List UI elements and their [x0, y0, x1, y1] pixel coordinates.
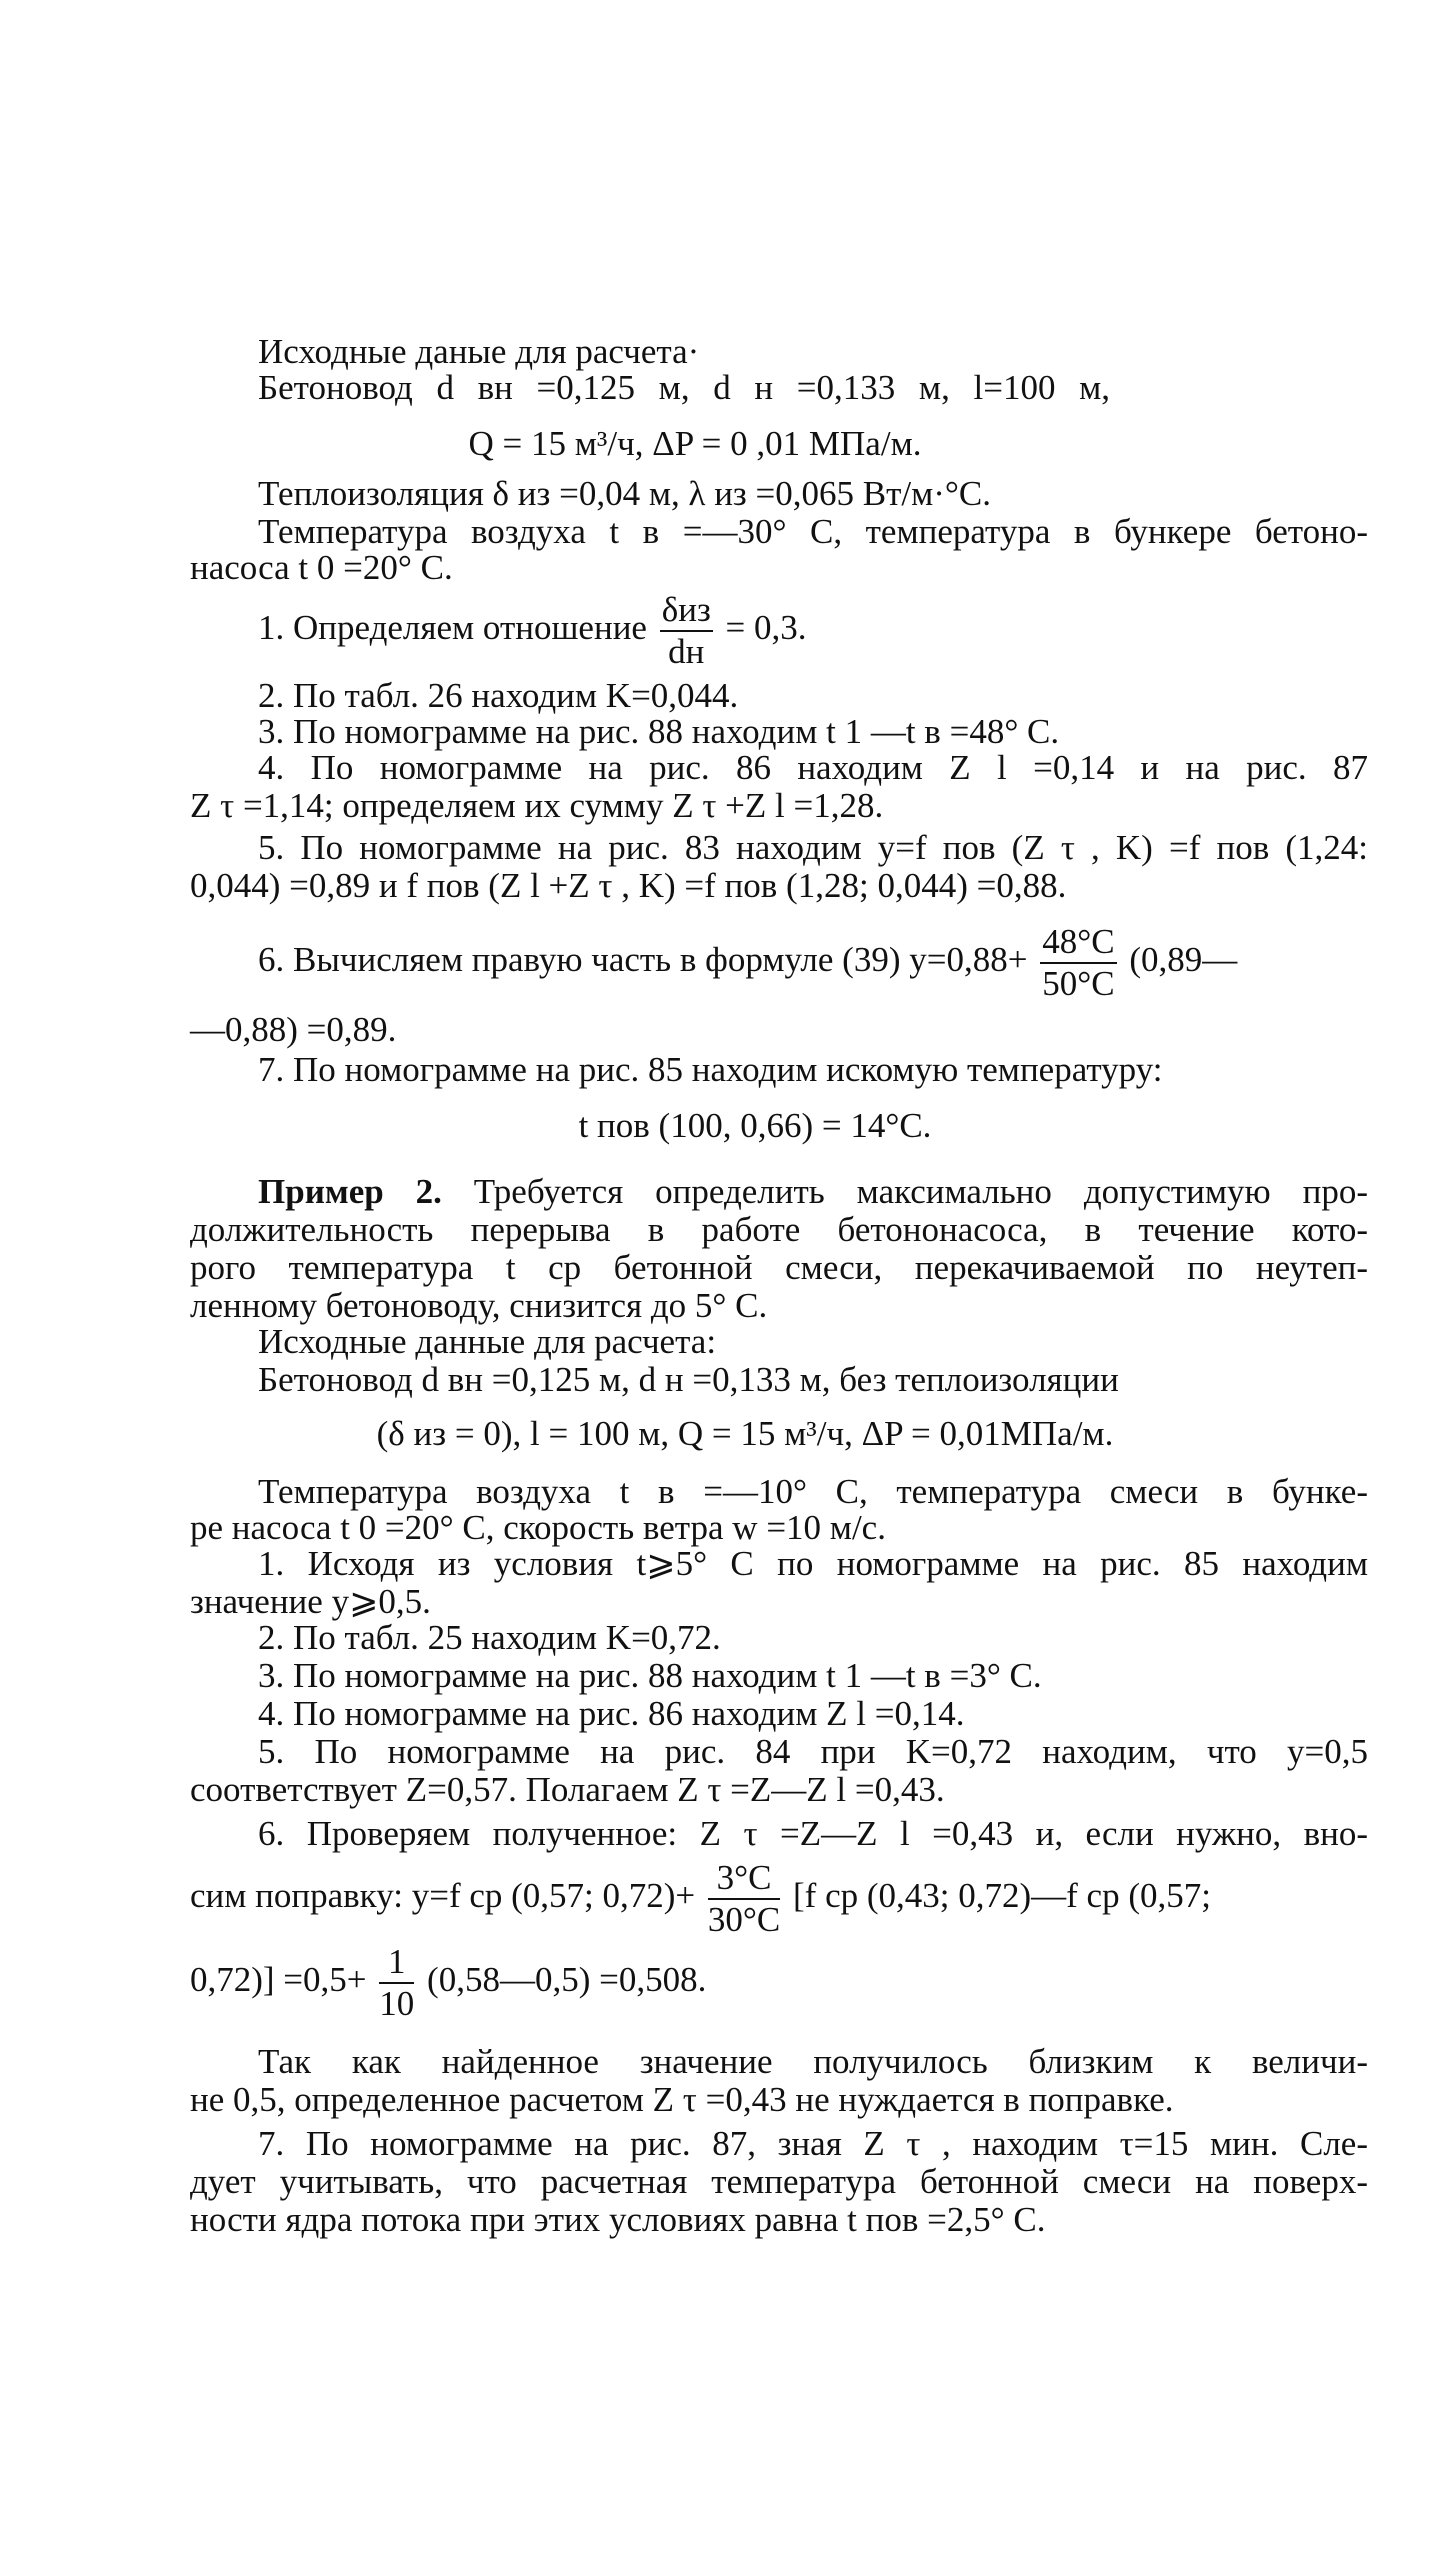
pump-temperature-line: насоса t 0 =20° С. [190, 548, 453, 587]
ex2-step-7-line-3: ности ядра потока при этих условиях равна t пов =2,5° С. [190, 2200, 1046, 2239]
correction-numerator: 3°C [708, 1858, 780, 1900]
step-4-line-1: 4. По номограмме на рис. 86 находим Z l =0,14 и на рис. 87 [258, 748, 1368, 787]
step-6-tail: (0,89— [1129, 940, 1238, 980]
example-2-line-3: рого температура t ср бетонной смеси, перекачиваемой по неутеп- [190, 1248, 1368, 1287]
step-7: 7. По номограмме на рис. 85 находим искомую температуру: [258, 1050, 1163, 1089]
step-1 [258, 590, 807, 680]
step-6-text: 6. Вычисляем правую часть в формуле (39) y=0,88+ [258, 940, 1028, 980]
step-1-text: 1. Определяем отношение [258, 608, 647, 648]
tenth-denominator: 10 [379, 1984, 415, 2023]
surface-temperature-result: t пов (100, 0,66) = 14°С. [578, 1106, 932, 1145]
example-2-line-2: должительность перерыва в работе бетононасоса, в течение кото- [190, 1210, 1368, 1249]
example-2-data-heading: Исходные данные для расчета: [258, 1322, 717, 1361]
ratio-numerator: δиз [660, 590, 713, 632]
temperature-denominator: 50°C [1042, 964, 1115, 1003]
correction-tail: [f ср (0,43; 0,72)—f ср (0,57; [793, 1876, 1211, 1916]
tenth-fraction [379, 1942, 414, 2024]
step-6-line-2: —0,88) =0,89. [190, 1010, 397, 1049]
temperature-fraction [1040, 922, 1116, 1004]
conclusion-line-2: не 0,5, определенное расчетом Z τ =0,43 не нуждается в поправке. [190, 2080, 1174, 2119]
example-2-pump-temp: ре насоса t 0 =20° С, скорость ветра w =10 м/с. [190, 1508, 886, 1547]
ex2-step-2: 2. По табл. 25 находим K=0,72. [258, 1618, 721, 1657]
ex2-step-5-line-1: 5. По номограмме на рис. 84 при K=0,72 находим, что y=0,5 [258, 1732, 1368, 1771]
example-2-line-1 [258, 1172, 1368, 1212]
ex2-step-3: 3. По номограмме на рис. 88 находим t 1 —t в =3° С. [258, 1656, 1042, 1695]
temperature-numerator: 48°C [1040, 922, 1116, 964]
ratio-fraction [660, 590, 713, 672]
ex2-step-6-line-2 [190, 1858, 1211, 1948]
tenth-numerator: 1 [379, 1942, 414, 1984]
air-temperature-line: Температура воздуха t в =—30° С, температура в бункере бетоно- [258, 512, 1368, 551]
ex2-step-7-line-1: 7. По номограмме на рис. 87, зная Z τ , находим τ=15 мин. Сле- [258, 2124, 1368, 2163]
step-2: 2. По табл. 26 находим K=0,044. [258, 676, 739, 715]
step-6 [258, 922, 1237, 1012]
ratio-denominator: dн [668, 632, 705, 671]
flow-formula: Q = 15 м³/ч, ΔP = 0 ,01 МПа/м. [468, 424, 922, 463]
example-2-intro: Требуется определить максимально допустимую про- [473, 1172, 1368, 1211]
example-2-pipe-line: Бетоновод d вн =0,125 м, d н =0,133 м, без теплоизоляции [258, 1360, 1119, 1399]
example-2-title: Пример 2. [258, 1172, 442, 1211]
correction-result-tail: (0,58—0,5) =0,508. [427, 1960, 707, 2000]
step-3: 3. По номограмме на рис. 88 находим t 1 —t в =48° С. [258, 712, 1060, 751]
ex2-step-7-line-2: дует учитывать, что расчетная температура бетонной смеси на поверх- [190, 2162, 1368, 2201]
ratio-result: = 0,3. [725, 608, 807, 648]
insulation-line: Теплоизоляция δ из =0,04 м, λ из =0,065 Вт/м·°С. [258, 474, 992, 513]
ex2-step-1-line-1: 1. Исходя из условия t⩾5° С по номограмме на рис. 85 находим [258, 1544, 1368, 1583]
conclusion-line-1: Так как найденное значение получилось близким к величи- [258, 2042, 1368, 2081]
ex2-step-5-line-2: соответствует Z=0,57. Полагаем Z τ =Z—Z l =0,43. [190, 1770, 945, 1809]
ex2-step-1-line-2: значение y⩾0,5. [190, 1582, 431, 1621]
example-2-air-temp: Температура воздуха t в =—10° С, температура смеси в бунке- [258, 1472, 1368, 1511]
step-4-line-2: Z τ =1,14; определяем их сумму Z τ +Z l =1,28. [190, 786, 884, 825]
correction-result-text: 0,72)] =0,5+ [190, 1960, 367, 2000]
step-5-line-1: 5. По номограмме на рис. 83 находим y=f пов (Z τ , K) =f пов (1,24: [258, 828, 1368, 867]
ex2-step-6-line-3 [190, 1942, 706, 2032]
correction-denominator: 30°C [707, 1900, 781, 1939]
concrete-pipe-line: Бетоновод d вн =0,125 м, d н =0,133 м, l=100 м, [258, 368, 1110, 407]
ex2-step-6-line-1: 6. Проверяем полученное: Z τ =Z—Z l =0,43 и, если нужно, вно- [258, 1814, 1368, 1853]
example-2-line-4: ленному бетоноводу, снизится до 5° С. [190, 1286, 768, 1325]
step-5-line-2: 0,044) =0,89 и f пов (Z l +Z τ , K) =f пов (1,28; 0,044) =0,88. [190, 866, 1067, 905]
correction-fraction [708, 1858, 780, 1940]
example-2-formula: (δ из = 0), l = 100 м, Q = 15 м³/ч, ΔP = 0,01МПа/м. [376, 1414, 1114, 1453]
correction-text: сим поправку: y=f ср (0,57; 0,72)+ [190, 1876, 696, 1916]
input-data-heading: Исходные даные для расчета· [258, 332, 700, 371]
ex2-step-4: 4. По номограмме на рис. 86 находим Z l =0,14. [258, 1694, 965, 1733]
